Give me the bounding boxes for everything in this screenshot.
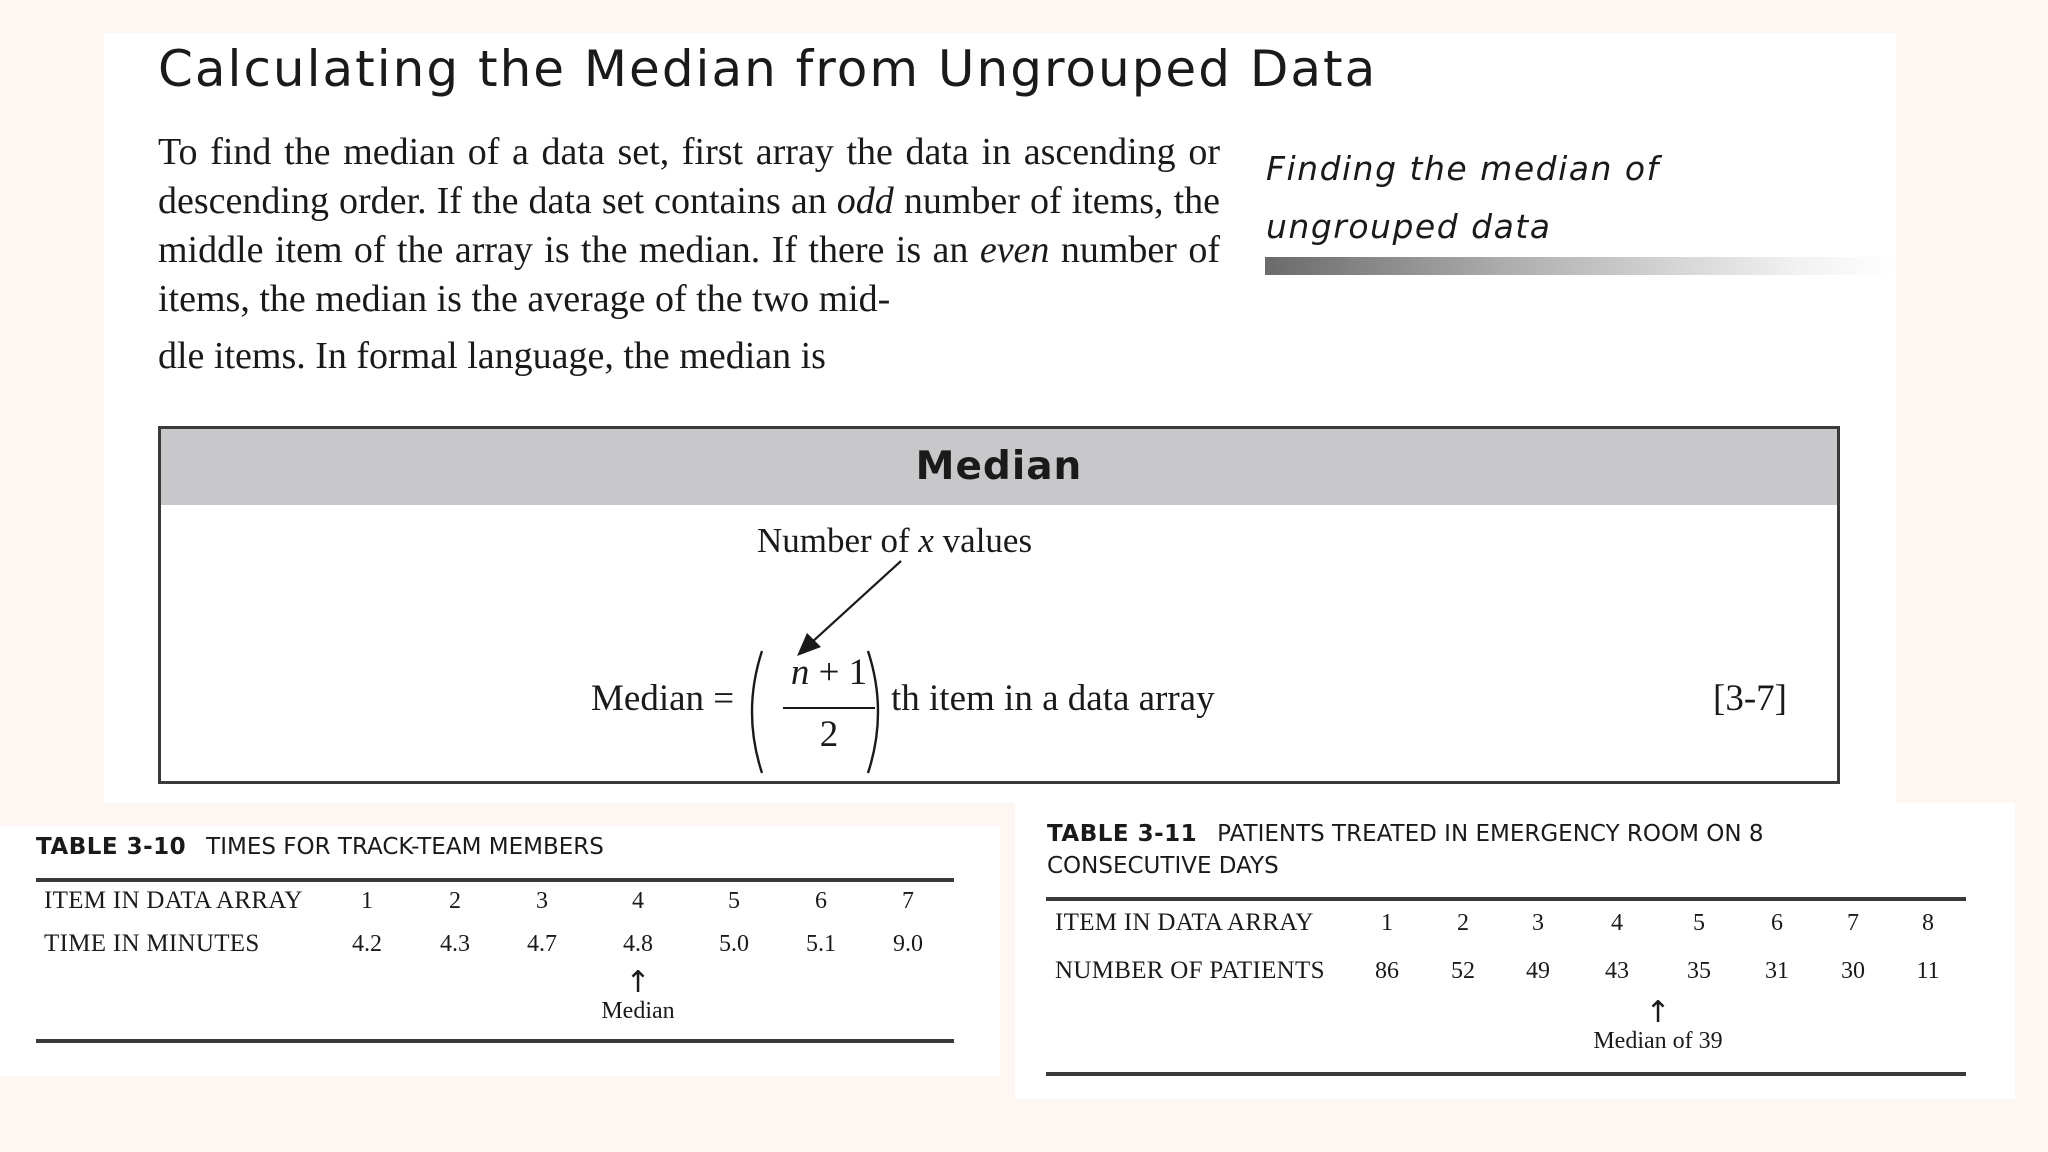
median-formula-box bbox=[158, 426, 1840, 784]
table-cell: 9.0 bbox=[893, 931, 923, 957]
section-title: Calculating the Median from Ungrouped Data bbox=[158, 40, 1378, 98]
intro-text-3: number of items, the median is the average of the two mid- bbox=[158, 229, 1221, 320]
intro-paragraph bbox=[158, 128, 1220, 381]
table-cell: 5.0 bbox=[719, 931, 749, 957]
table-3-10-row2-label: TIME IN MINUTES bbox=[44, 930, 260, 957]
formula-lhs: Median = bbox=[591, 678, 735, 719]
annotation-suffix: values bbox=[933, 521, 1033, 560]
equation-number: [3-7] bbox=[1713, 678, 1787, 719]
table-cell: 2 bbox=[1457, 910, 1469, 936]
table-cell: 5.1 bbox=[806, 931, 836, 957]
table-cell: 3 bbox=[1532, 910, 1544, 936]
table-3-10-number: TABLE 3-10 bbox=[36, 834, 187, 860]
formula-annotation bbox=[757, 521, 1032, 561]
table-cell: 31 bbox=[1765, 958, 1789, 984]
table-cell: 7 bbox=[902, 888, 914, 914]
table-cell: 2 bbox=[449, 888, 461, 914]
table-3-11-caption-line-1 bbox=[1047, 818, 1947, 850]
table-cell: 4 bbox=[1611, 910, 1623, 936]
table-3-10-bottom-rule bbox=[36, 1039, 954, 1043]
table-3-11-number: TABLE 3-11 bbox=[1047, 821, 1198, 847]
table-3-10-caption bbox=[36, 831, 604, 863]
table-cell: 6 bbox=[815, 888, 827, 914]
intro-emphasis-odd: odd bbox=[836, 180, 894, 222]
table-cell: 30 bbox=[1841, 958, 1865, 984]
table-cell: 4.8 bbox=[623, 931, 653, 957]
table-3-11-median-marker bbox=[1568, 995, 1748, 1055]
up-arrow-icon: ↑ bbox=[625, 965, 651, 1000]
median-marker-label: Median of 39 bbox=[1593, 1028, 1723, 1054]
table-3-11-row1-label: ITEM IN DATA ARRAY bbox=[1055, 909, 1314, 936]
table-3-10-row1-label: ITEM IN DATA ARRAY bbox=[44, 887, 303, 914]
intro-emphasis-even: even bbox=[979, 229, 1050, 271]
table-cell: 3 bbox=[536, 888, 548, 914]
annotation-prefix: Number of bbox=[757, 521, 919, 560]
table-3-11-title-line-1: PATIENTS TREATED IN EMERGENCY ROOM ON 8 bbox=[1217, 821, 1764, 847]
table-3-11-top-rule bbox=[1046, 897, 1966, 901]
median-marker-label: Median bbox=[601, 998, 675, 1024]
table-3-11-row2-label: NUMBER OF PATIENTS bbox=[1055, 957, 1325, 984]
formula-rhs: th item in a data array bbox=[891, 678, 1215, 719]
table-cell: 4.2 bbox=[352, 931, 382, 957]
intro-text-2: number of items, the middle item of the array is the median. If there is an bbox=[158, 180, 1220, 271]
formula-denominator: 2 bbox=[819, 714, 839, 755]
table-cell: 5 bbox=[1693, 910, 1705, 936]
margin-note-gradient-bar bbox=[1265, 257, 1895, 275]
table-cell: 6 bbox=[1771, 910, 1783, 936]
formula-numerator bbox=[781, 651, 877, 694]
table-cell: 35 bbox=[1687, 958, 1711, 984]
up-arrow-icon: ↑ bbox=[1645, 995, 1671, 1030]
table-cell: 7 bbox=[1847, 910, 1859, 936]
table-cell: 1 bbox=[1381, 910, 1393, 936]
numerator-rest: + 1 bbox=[809, 652, 868, 693]
numerator-variable: n bbox=[790, 652, 810, 693]
table-3-11-title-line-2: CONSECUTIVE DAYS bbox=[1047, 853, 1279, 879]
table-cell: 49 bbox=[1526, 958, 1550, 984]
table-cell: 86 bbox=[1375, 958, 1399, 984]
intro-text-1: To find the median of a data set, first array the data in ascending or descending order. If the data set contains an bbox=[158, 131, 1220, 222]
table-3-10-median-marker bbox=[578, 965, 698, 1025]
margin-note bbox=[1266, 140, 1660, 256]
table-cell: 4.3 bbox=[440, 931, 470, 957]
fraction-bar bbox=[783, 707, 875, 709]
table-cell: 4 bbox=[632, 888, 644, 914]
margin-note-line-2: ungrouped data bbox=[1266, 207, 1552, 246]
table-cell: 4.7 bbox=[527, 931, 557, 957]
margin-note-line-1: Finding the median of bbox=[1266, 149, 1660, 188]
intro-last-line: dle items. In formal language, the median is bbox=[158, 335, 826, 377]
table-3-11-bottom-rule bbox=[1046, 1072, 1966, 1076]
table-cell: 43 bbox=[1605, 958, 1629, 984]
table-3-10-top-rule bbox=[36, 878, 954, 882]
table-cell: 1 bbox=[361, 888, 373, 914]
table-3-10-title: TIMES FOR TRACK-TEAM MEMBERS bbox=[206, 834, 604, 860]
table-cell: 11 bbox=[1916, 958, 1940, 984]
table-cell: 5 bbox=[728, 888, 740, 914]
formula-header: Median bbox=[161, 429, 1837, 505]
table-cell: 8 bbox=[1922, 910, 1934, 936]
annotation-variable: x bbox=[918, 521, 934, 560]
table-cell: 52 bbox=[1451, 958, 1475, 984]
table-3-11-caption bbox=[1047, 818, 1947, 882]
